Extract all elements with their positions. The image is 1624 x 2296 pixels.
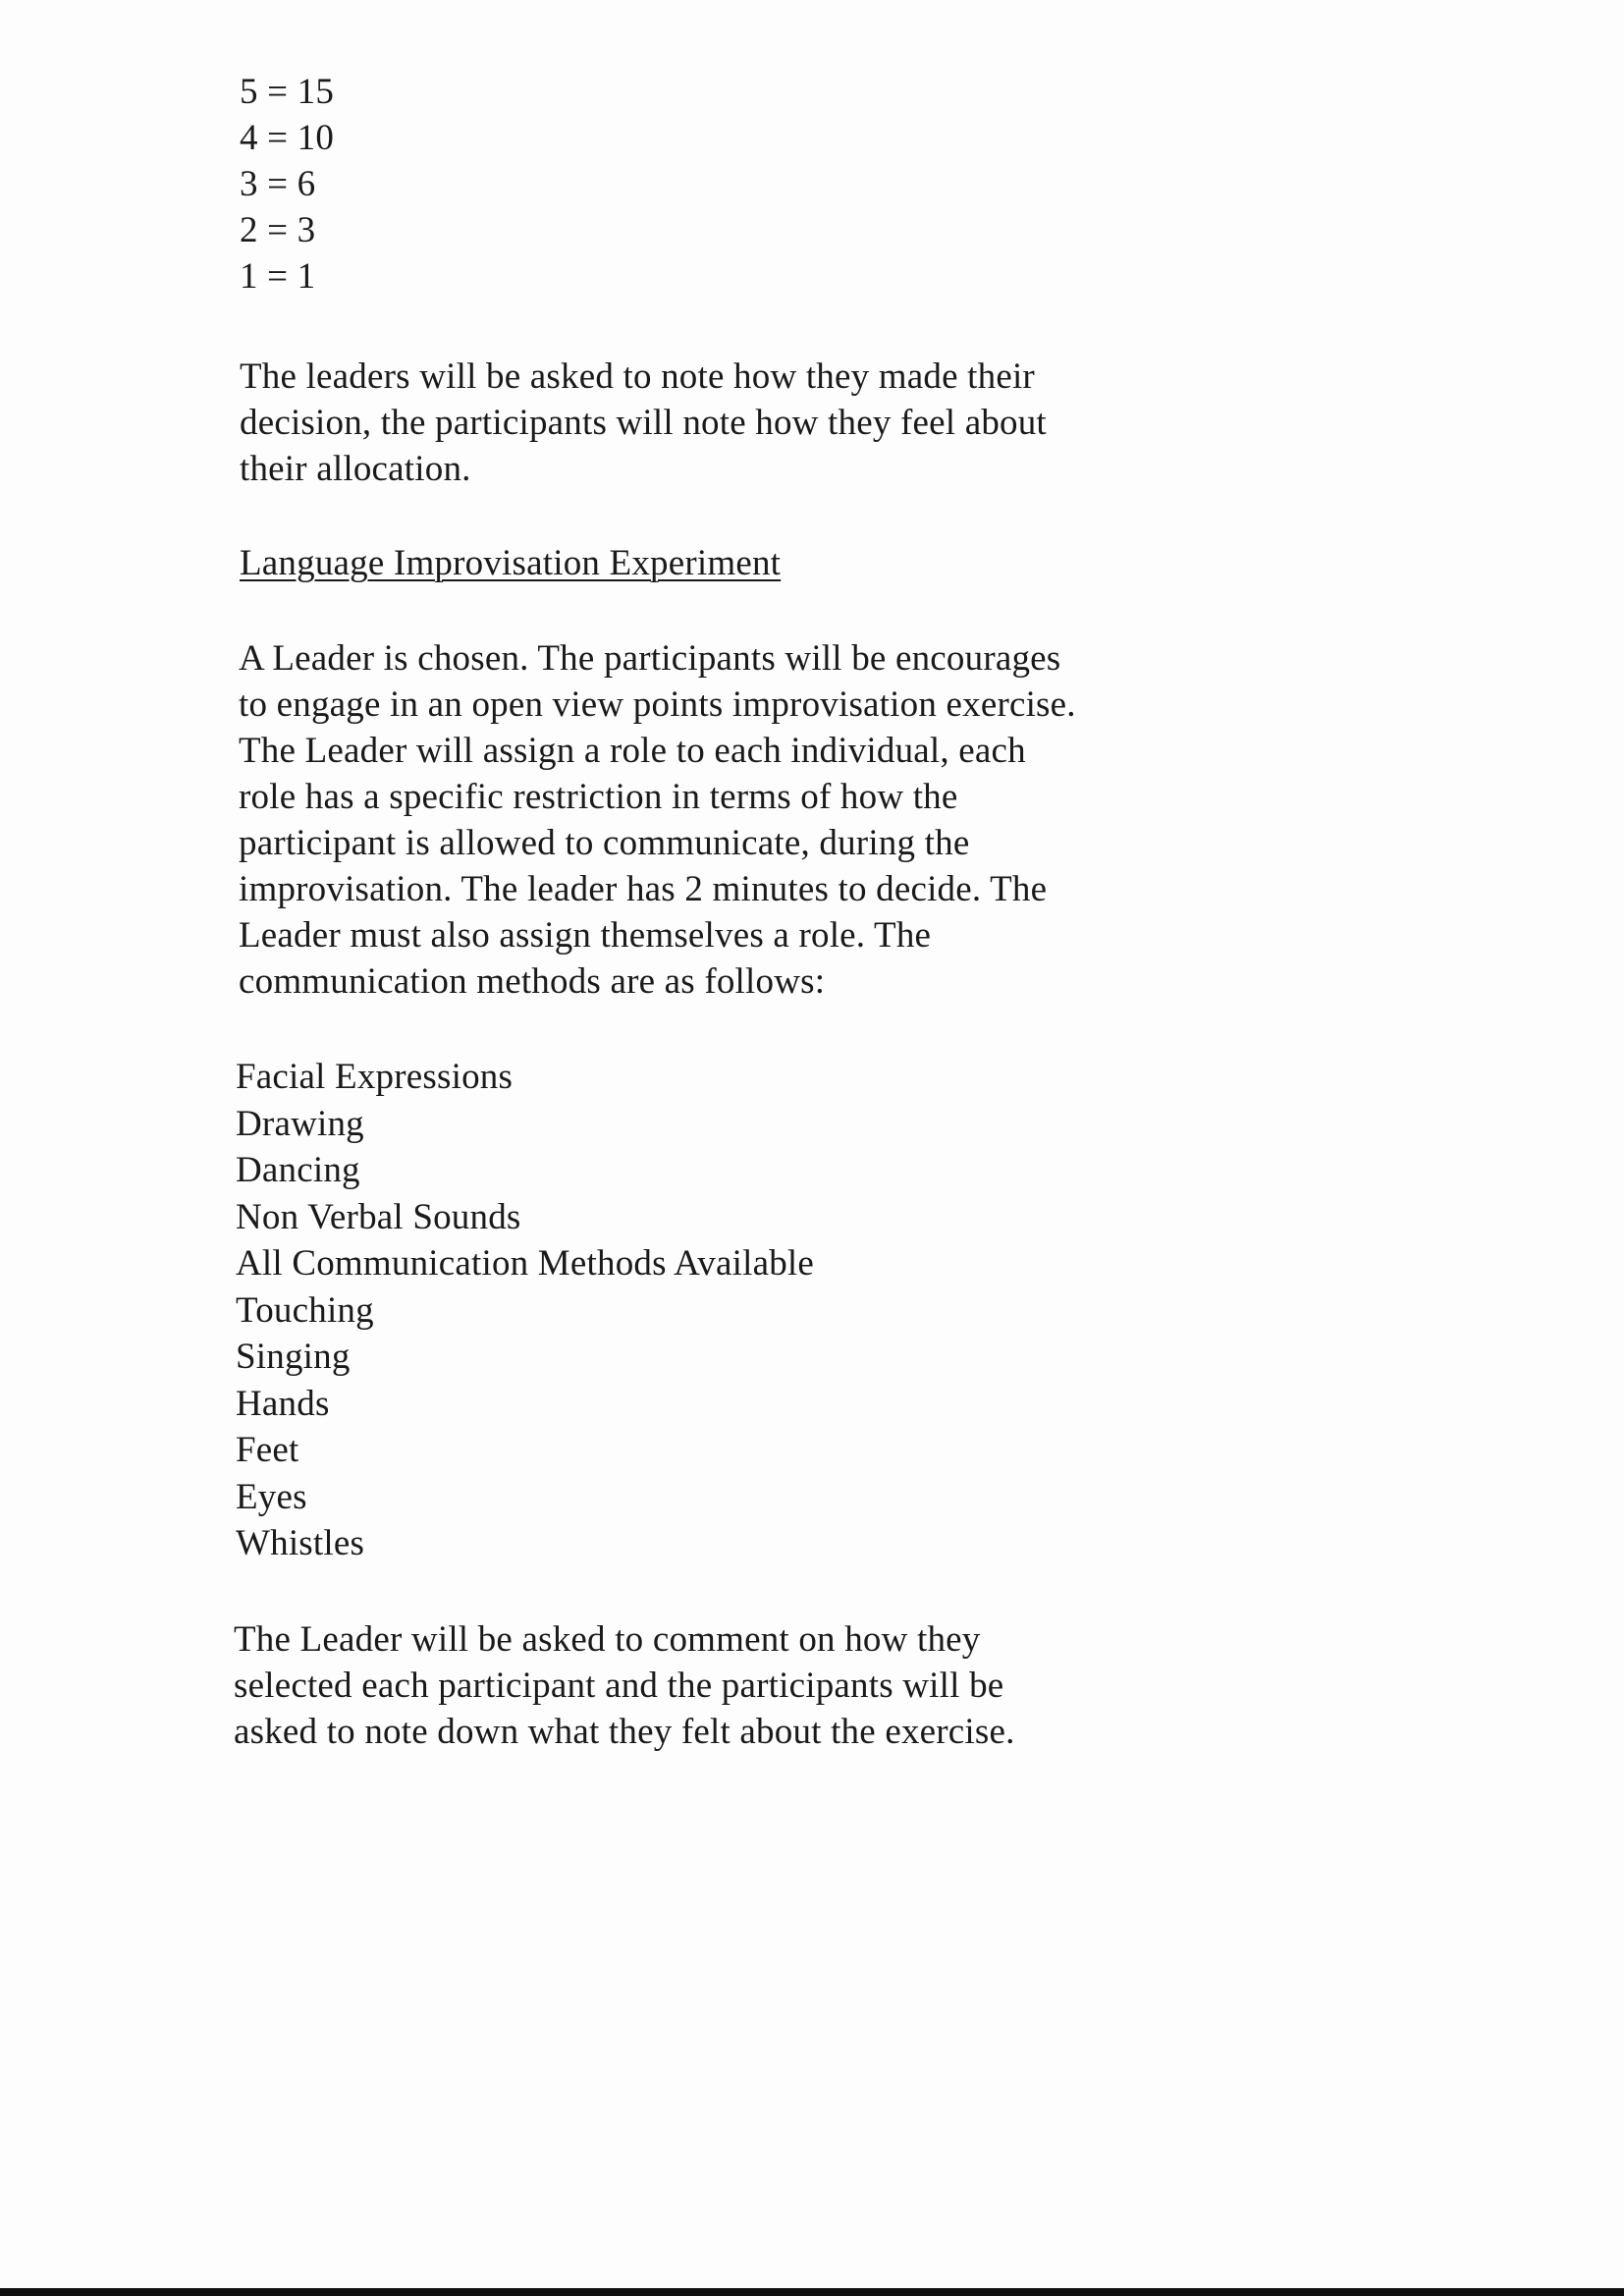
paragraph-line: A Leader is chosen. The participants will be encourages [239, 638, 1061, 679]
communication-method-item: Drawing [236, 1103, 364, 1144]
communication-method-item: All Communication Methods Available [236, 1243, 814, 1284]
paragraph-line: improvisation. The leader has 2 minutes to decide. The [239, 869, 1048, 909]
communication-method-item: Facial Expressions [236, 1057, 514, 1097]
paragraph-line: asked to note down what they felt about the exercise. [234, 1712, 1015, 1752]
equivalence-item: 1 = 1 [240, 256, 316, 297]
paragraph-line: to engage in an open view points improvisation exercise. [239, 684, 1076, 725]
communication-method-item: Whistles [236, 1523, 365, 1563]
communication-methods-list [236, 1054, 814, 1567]
paragraph-line: communication methods are as follows: [239, 961, 826, 1002]
equivalence-item: 2 = 3 [240, 210, 316, 250]
paragraph-line: role has a specific restriction in terms of how the [239, 777, 958, 817]
paragraph-line: The leaders will be asked to note how they made their [240, 356, 1035, 397]
equivalence-item: 4 = 10 [240, 118, 335, 158]
communication-method-item: Feet [236, 1430, 299, 1470]
paragraph-line: Leader must also assign themselves a role. The [239, 915, 932, 956]
closing-paragraph [234, 1616, 1157, 1755]
paragraph-line: The Leader will be asked to comment on how they [234, 1619, 981, 1660]
communication-method-item: Hands [236, 1383, 330, 1424]
document-body [234, 69, 1221, 1752]
communication-method-item: Touching [236, 1289, 374, 1331]
communication-method-item: Non Verbal Sounds [236, 1196, 521, 1237]
equivalence-item: 5 = 15 [240, 72, 335, 112]
communication-method-item: Singing [236, 1337, 351, 1377]
paragraph-line: decision, the participants will note how they feel about [240, 403, 1047, 443]
scanner-edge-shadow [0, 2288, 1624, 2296]
communication-method-item: Eyes [236, 1476, 307, 1517]
leaders-note-paragraph [240, 354, 1163, 492]
number-equivalence-list [240, 69, 1221, 300]
equivalence-item: 3 = 6 [240, 164, 316, 204]
section-heading: Language Improvisation Experiment [240, 543, 782, 583]
communication-method-item: Dancing [236, 1150, 360, 1190]
paragraph-line: their allocation. [240, 449, 471, 489]
paragraph-line: The Leader will assign a role to each individual, each [239, 731, 1026, 771]
paragraph-line: selected each participant and the participants will be [234, 1666, 1004, 1706]
experiment-description-paragraph [239, 635, 1201, 1005]
paragraph-line: participant is allowed to communicate, during the [239, 823, 970, 863]
